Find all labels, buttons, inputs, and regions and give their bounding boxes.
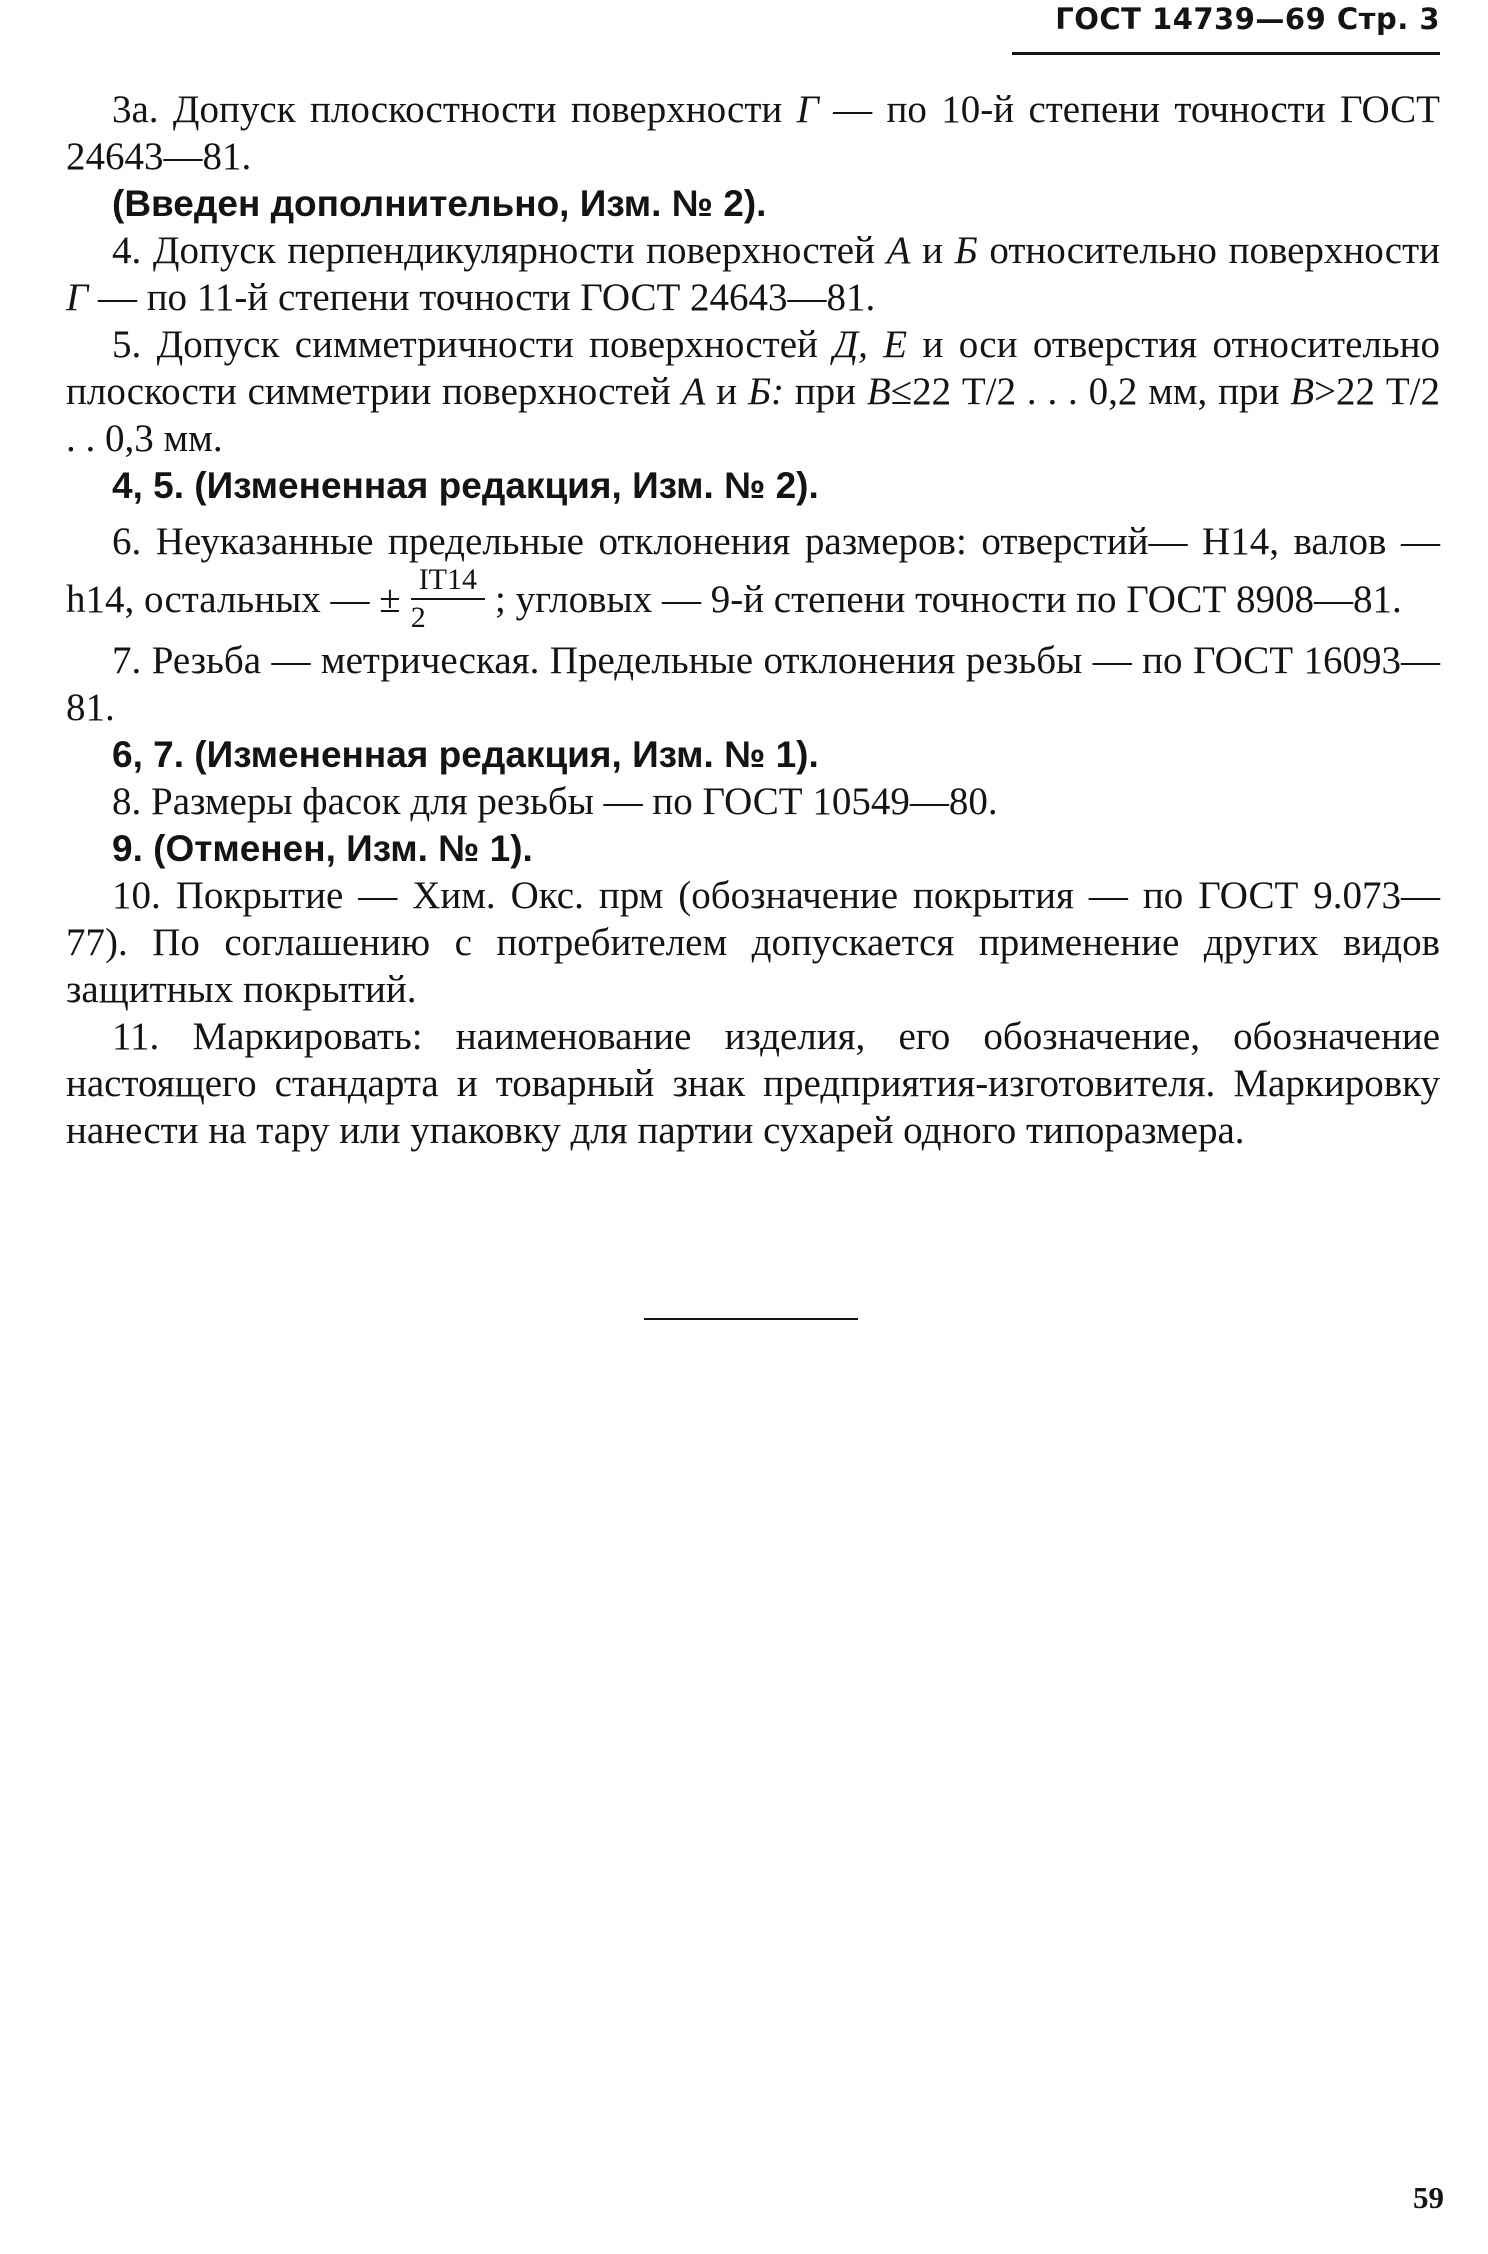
item-9-cancelled-note: 9. (Отменен, Изм. № 1). bbox=[112, 828, 533, 869]
item-4-text-3: — по 11-й степени точности ГОСТ 24643—81. bbox=[88, 276, 876, 319]
item-5-and: и bbox=[705, 370, 748, 413]
item-4-text-2: относительно поверхности bbox=[977, 229, 1441, 272]
item-11: 11. Маркировать: наименование изделия, его обозначение, обозначение настоящего стандарта и товарный знак предприятия-изготовителя. Маркировку нанести на тару или упаковку для партии сухарей одного типоразмера. bbox=[66, 1015, 1440, 1152]
item-5-text-5: >22 Т/2 . . 0,3 мм. bbox=[66, 370, 1440, 460]
item-67-note bbox=[66, 731, 1440, 778]
item-3a-text-2: — по 10-й степени точности ГОСТ 24643—81. bbox=[66, 88, 1441, 178]
item-5-text-1: 5. Допуск симметричности поверхностей bbox=[112, 323, 834, 366]
item-5-text-4: ≤22 Т/2 . . . 0,2 мм, при bbox=[890, 370, 1291, 413]
item-3a-note bbox=[66, 180, 1440, 227]
item-6 bbox=[66, 515, 1440, 637]
item-45-note bbox=[66, 462, 1440, 509]
item-4-surface-b: Б bbox=[954, 229, 978, 272]
item-4 bbox=[66, 227, 1440, 321]
item-10: 10. Покрытие — Хим. Окс. прм (обозначение покрытия — по ГОСТ 9.073—77). По соглашению с потребителем допускается применение других видов защитных покрытий. bbox=[66, 874, 1440, 1011]
item-3a-amendment-note: (Введен дополнительно, Изм. № 2). bbox=[112, 183, 767, 224]
end-divider bbox=[644, 1318, 858, 1320]
page-header: ГОСТ 14739—69 Стр. 3 bbox=[1055, 2, 1440, 36]
item-5-text-3: при bbox=[783, 370, 867, 413]
item-3a-surface-letter: Г bbox=[796, 88, 819, 131]
document-body bbox=[66, 86, 1440, 1154]
item-4-text-1: 4. Допуск перпендикулярности поверхностей bbox=[112, 229, 887, 272]
item-4-surface-a: А bbox=[886, 229, 911, 272]
item-3a bbox=[66, 86, 1440, 180]
fraction-denominator: 2 bbox=[410, 601, 426, 634]
item-6-text-2: ; угловых — 9-й степени точности по ГОСТ 8908—81. bbox=[495, 577, 1402, 621]
fraction-numerator: IT14 bbox=[411, 565, 485, 600]
item-45-amendment-note: 4, 5. (Измененная редакция, Изм. № 2). bbox=[112, 465, 819, 506]
item-67-amendment-note: 6, 7. (Измененная редакция, Изм. № 1). bbox=[112, 734, 819, 775]
item-5-dim-b-2: В bbox=[1290, 370, 1315, 413]
item-3a-text-1: 3а. Допуск плоскостности поверхности bbox=[112, 88, 797, 131]
item-5-surfaces-de: Д, Е bbox=[833, 323, 908, 366]
item-9 bbox=[66, 825, 1440, 872]
item-5-dim-b-1: В bbox=[866, 370, 891, 413]
it14-fraction bbox=[411, 565, 485, 633]
item-5-text-2: и оси отверстия относительно плоскости симметрии поверхностей bbox=[66, 323, 1440, 413]
item-8: 8. Размеры фасок для резьбы — по ГОСТ 10549—80. bbox=[112, 780, 998, 823]
item-5-surface-b: Б: bbox=[747, 370, 784, 413]
item-4-and: и bbox=[910, 229, 955, 272]
item-7: 7. Резьба — метрическая. Предельные отклонения резьбы — по ГОСТ 16093—81. bbox=[66, 639, 1440, 729]
item-5 bbox=[66, 321, 1440, 462]
header-rule bbox=[1012, 52, 1440, 55]
page-number: 59 bbox=[1413, 2180, 1444, 2215]
item-4-surface-g: Г bbox=[66, 276, 89, 319]
item-6-text-1: 6. Неуказанные предельные отклонения размеров: отверстий— Н14, валов — h14, остальных — ± bbox=[66, 520, 1440, 621]
item-5-surface-a: А bbox=[681, 370, 706, 413]
